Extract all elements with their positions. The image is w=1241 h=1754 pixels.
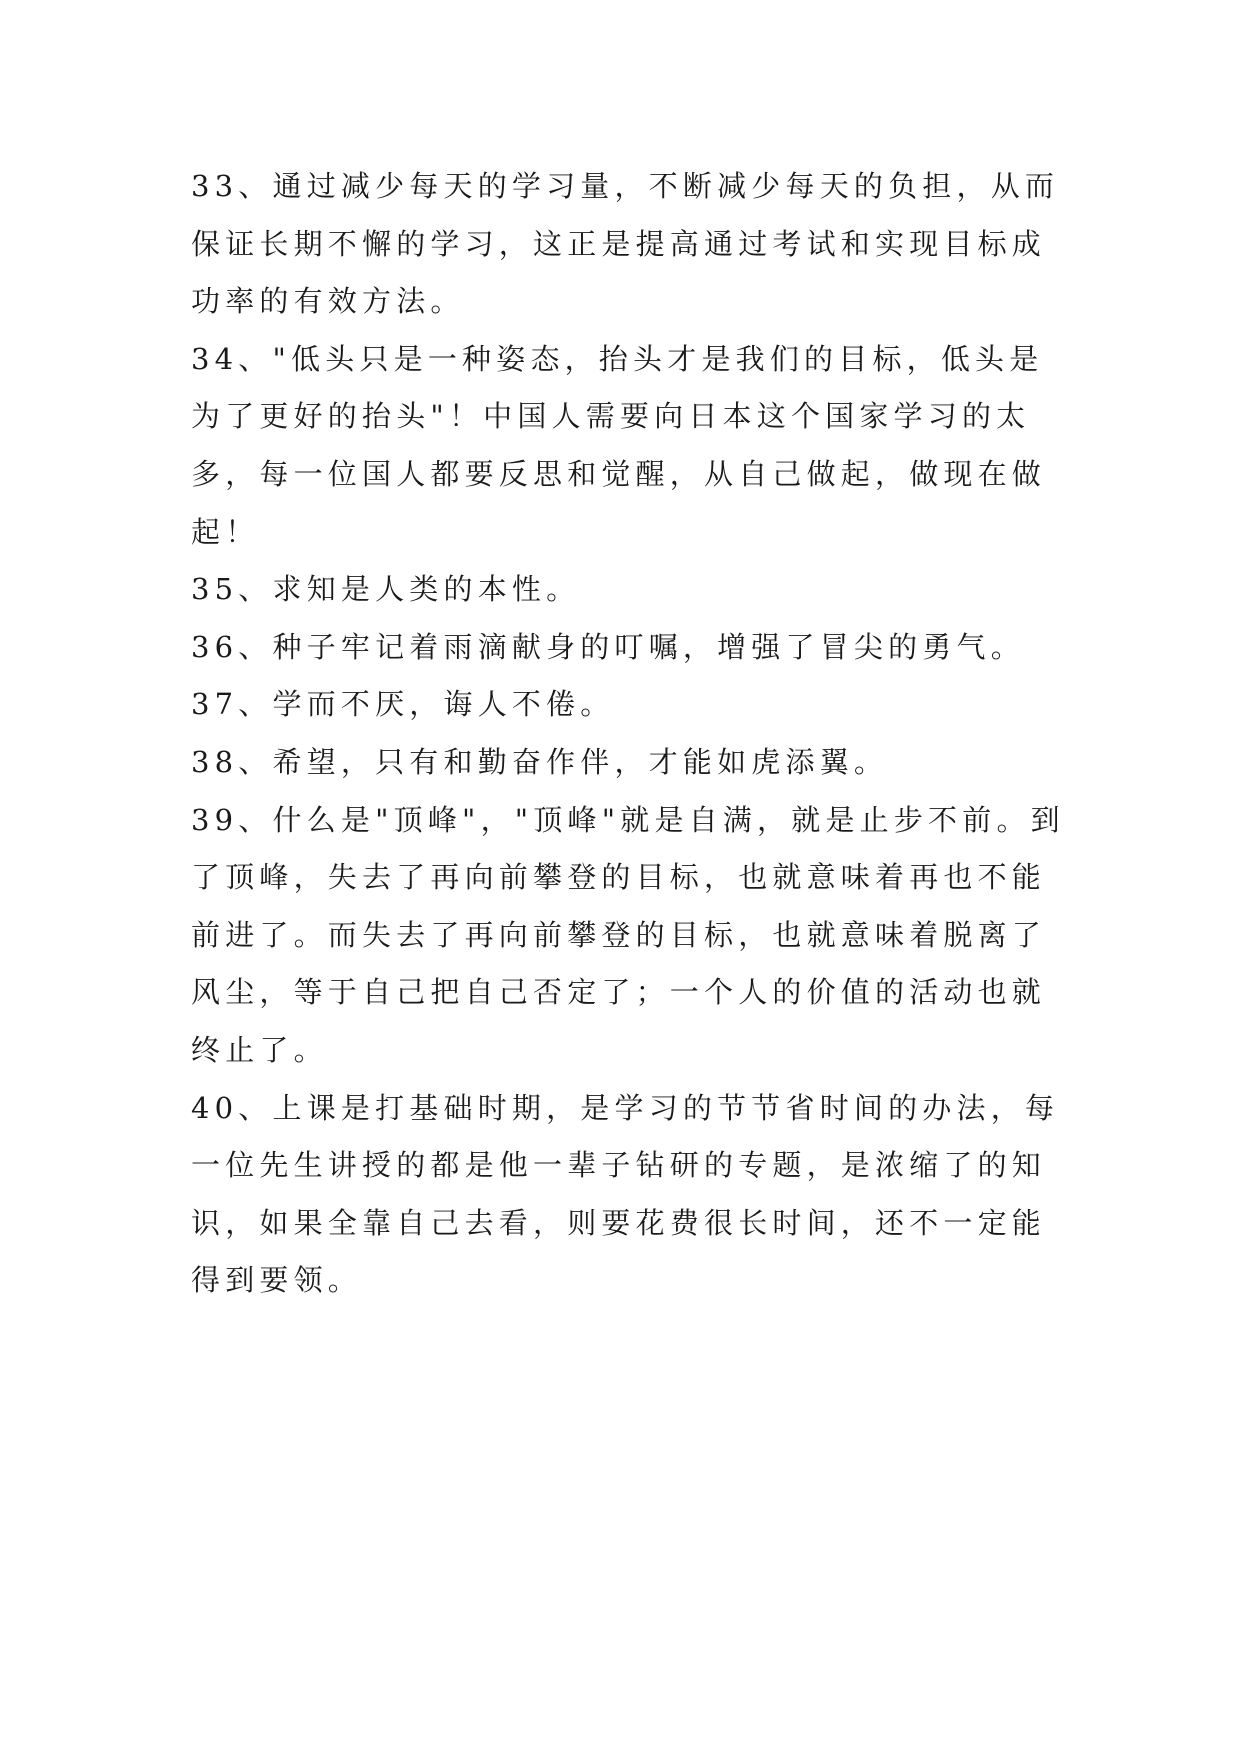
- entry-35: 35、求知是人类的本性。: [191, 572, 581, 607]
- entry-38: 38、希望，只有和勤奋作伴，才能如虎添翼。: [191, 744, 889, 779]
- entry-33: 33、通过减少每天的学习量，不断减少每天的负担，从而保证长期不懈的学习，这正是提高通过考试和实现目标成功率的有效方法。: [191, 169, 1060, 319]
- document-body: [191, 158, 1071, 1310]
- entry-37: 37、学而不厌，诲人不倦。: [191, 687, 615, 722]
- entry-36: 36、种子牢记着雨滴献身的叮嘱，增强了冒尖的勇气。: [191, 629, 1025, 664]
- entry-40: 40、上课是打基础时期，是学习的节节省时间的办法，每一位先生讲授的都是他一辈子钻研的专题，是浓缩了的知识，如果全靠自己去看，则要花费很长时间，还不一定能得到要领。: [191, 1090, 1060, 1298]
- entry-39: 39、什么是"顶峰"，"顶峰"就是自满，就是止步不前。到了顶峰，失去了再向前攀登的目标，也就意味着再也不能前进了。而失去了再向前攀登的目标，也就意味着脱离了风尘，等于自己把自己否定了；一个人的价值的活动也就终止了。: [191, 802, 1065, 1067]
- entry-34: 34、"低头只是一种姿态，抬头才是我们的目标，低头是为了更好的抬头"！中国人需要向日本这个国家学习的太多，每一位国人都要反思和觉醒，从自己做起，做现在做起！: [191, 341, 1047, 549]
